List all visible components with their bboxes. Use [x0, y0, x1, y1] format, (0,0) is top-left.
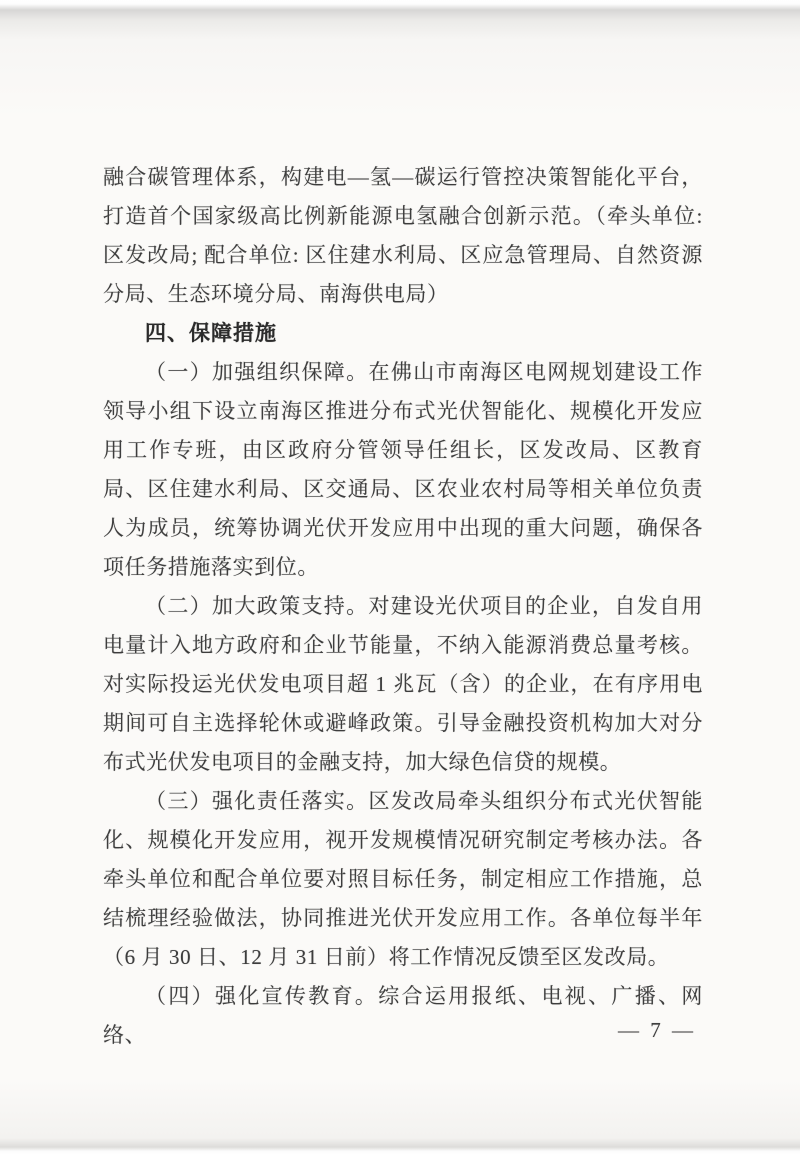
paragraph-continuation: 融合碳管理体系，构建电—氢—碳运行管控决策智能化平台，打造首个国家级高比例新能源电氢融合创新示范。（牵头单位: 区发改局; 配合单位: 区住建水利局、区应急管理局、自然资源分局、生态环境分局、南海供电局） [103, 165, 703, 306]
paragraph-item-3: （三）强化责任落实。区发改局牵头组织分布式光伏智能化、规模化开发应用，视开发规模情况研究制定考核办法。各牵头单位和配合单位要对照目标任务，制定相应工作措施，总结梳理经验做法，协同推进光伏开发应用工作。各单位每半年（6 月 30 日、12 月 31 日前）将工作情况反馈至区发改局。 [103, 789, 703, 969]
paragraph-item-4: （四）强化宣传教育。综合运用报纸、电视、广播、网络、 [103, 984, 703, 1047]
section-heading: 四、保障措施 [145, 322, 277, 345]
page-number: — 7 — [618, 1018, 696, 1042]
paragraph-item-2: （二）加大政策支持。对建设光伏项目的企业，自发自用电量计入地方政府和企业节能量，不纳入能源消费总量考核。对实际投运光伏发电项目超 1 兆瓦（含）的企业，在有序用电期间可自主选择轮休或避峰政策。引导金融投资机构加大对分布式光伏发电项目的金融支持，加大绿色信贷的规模。 [103, 594, 703, 774]
paragraph-item-1: （一）加强组织保障。在佛山市南海区电网规划建设工作领导小组下设立南海区推进分布式光伏智能化、规模化开发应用工作专班，由区政府分管领导任组长，区发改局、区教育局、区住建水利局、区交通局、区农业农村局等相关单位负责人为成员，统筹协调光伏开发应用中出现的重大问题，确保各项任务措施落实到位。 [103, 360, 703, 579]
document-body [103, 158, 703, 1055]
